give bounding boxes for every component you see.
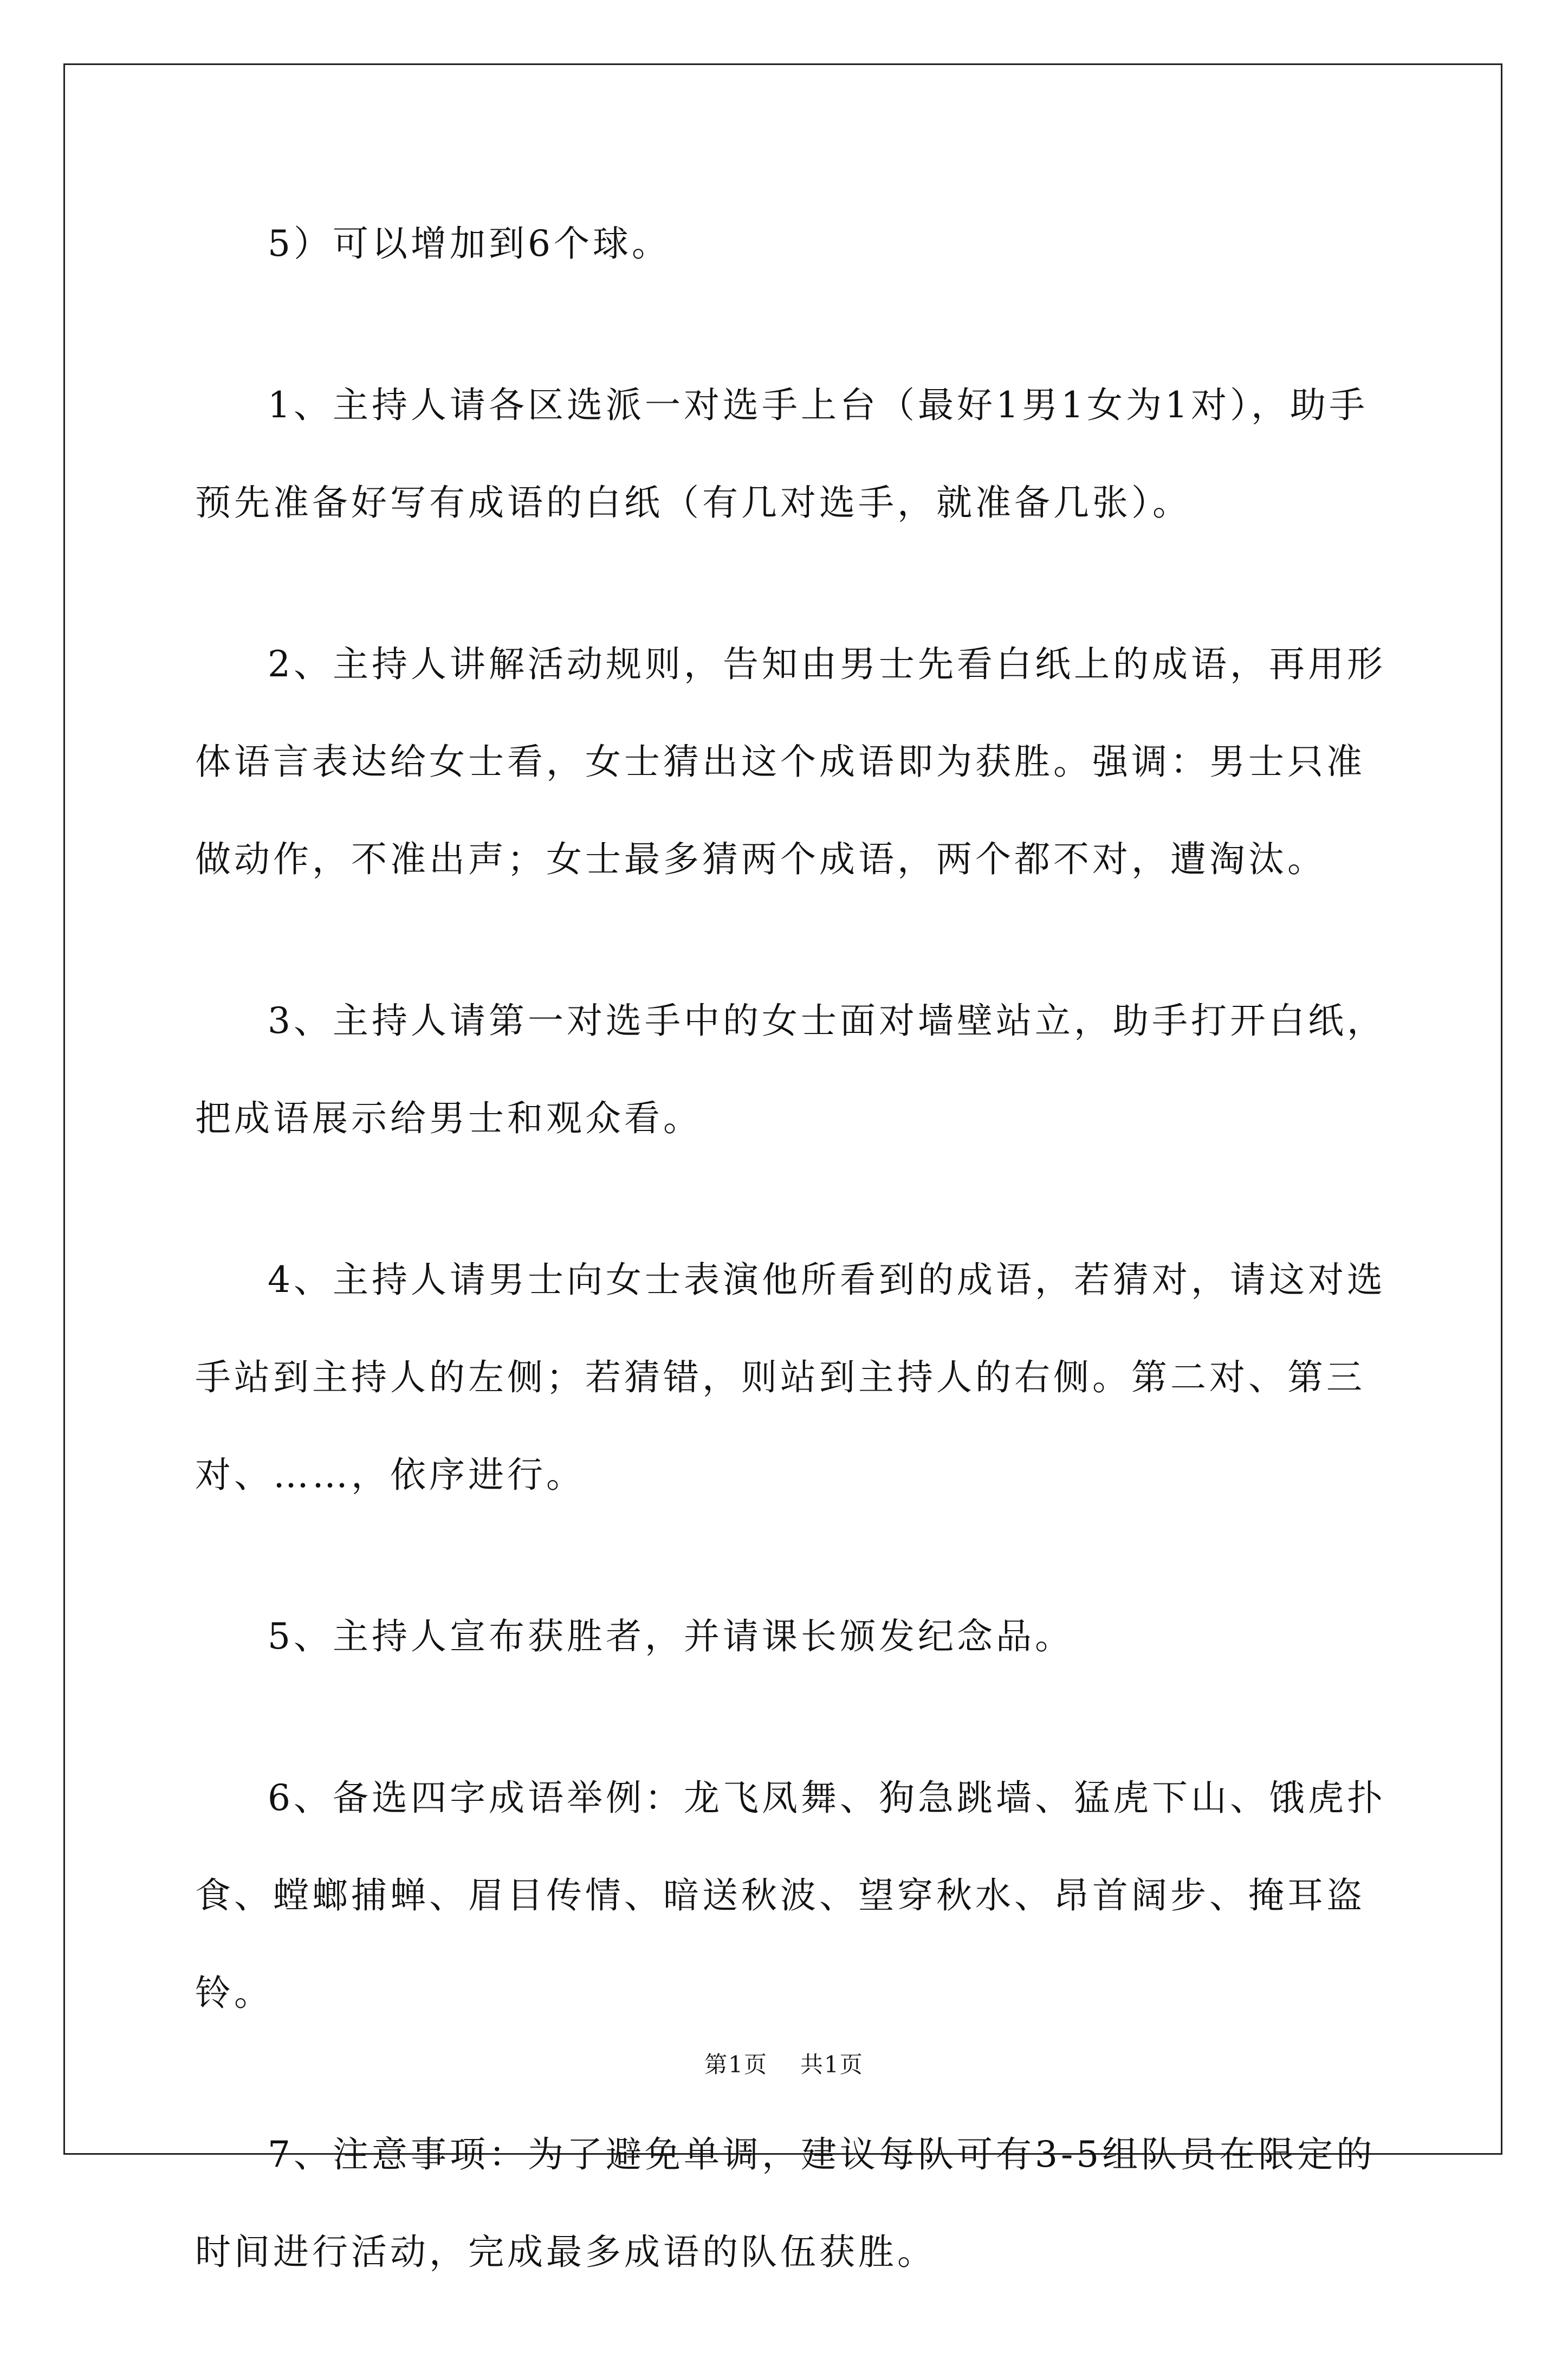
- page-total: 共1页: [800, 2051, 864, 2078]
- paragraph: 5、主持人宣布获胜者，并请课长颁发纪念品。: [268, 1616, 1074, 1657]
- paragraph: 2、主持人讲解活动规则，告知由男士先看白纸上的成语，再用形体语言表达给女士看，女士猜出这个成语即为获胜。强调：男士只准做动作，不准出声；女士最多猜两个成语，两个都不对，遭淘汰。: [195, 643, 1386, 880]
- document-body: [195, 195, 1387, 2365]
- paragraph: 6、备选四字成语举例：龙飞凤舞、狗急跳墙、猛虎下山、饿虎扑食、螳螂捕蝉、眉目传情、暗送秋波、望穿秋水、昂首阔步、掩耳盗铃。: [195, 1777, 1386, 2014]
- paragraph: 3、主持人请第一对选手中的女士面对墙壁站立，助手打开白纸，把成语展示给男士和观众看。: [195, 1000, 1386, 1139]
- page-footer: [0, 2049, 1568, 2081]
- paragraph: 4、主持人请男士向女士表演他所看到的成语，若猜对，请这对选手站到主持人的左侧；若猜错，则站到主持人的右侧。第二对、第三对、……，依序进行。: [195, 1259, 1386, 1496]
- paragraph: 1、主持人请各区选派一对选手上台（最好1男1女为1对），助手预先准备好写有成语的白纸（有几对选手，就准备几张）。: [195, 384, 1368, 524]
- page-current: 第1页: [704, 2051, 768, 2078]
- paragraph: 5）可以增加到6个球。: [268, 223, 671, 264]
- paragraph: 7、注意事项：为了避免单调，建议每队可有3-5组队员在限定的时间进行活动，完成最多成语的队伍获胜。: [195, 2134, 1376, 2273]
